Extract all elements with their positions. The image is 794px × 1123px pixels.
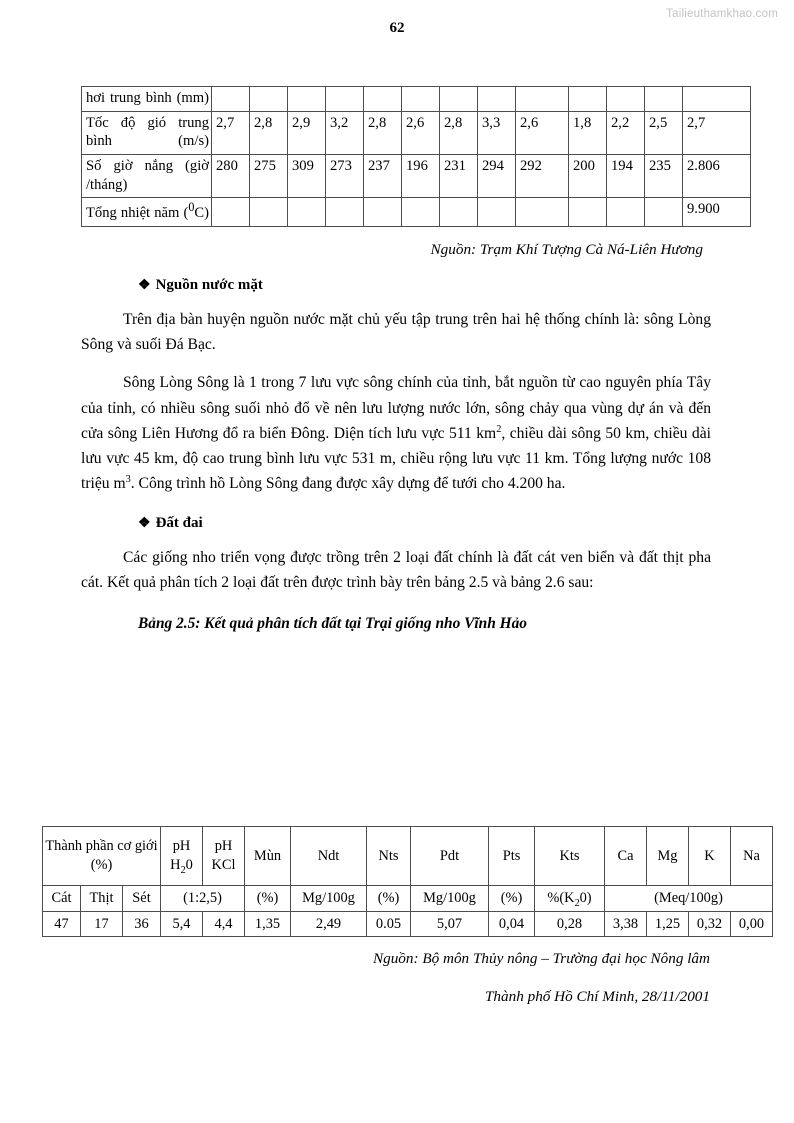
row-label: Tốc độ gió trung bình (m/s) bbox=[82, 111, 212, 154]
climate-data-table bbox=[81, 86, 751, 227]
cell bbox=[250, 87, 288, 112]
heading-nguon-nuoc-mat bbox=[138, 277, 711, 294]
subheader-unit-mg100g: Mg/100g bbox=[291, 886, 367, 912]
header-k: K bbox=[689, 827, 731, 886]
cell bbox=[288, 87, 326, 112]
subscript: 2 bbox=[574, 897, 580, 909]
subscript: 2 bbox=[180, 864, 186, 876]
cell: 2.806 bbox=[683, 155, 751, 198]
cell: 0,04 bbox=[489, 911, 535, 937]
cell: 235 bbox=[645, 155, 683, 198]
cell: 1,35 bbox=[245, 911, 291, 937]
cell: 309 bbox=[288, 155, 326, 198]
cell bbox=[440, 198, 478, 227]
paragraph-soil-1: Các giống nho triển vọng được trồng trên 2 loại đất chính là đất cát ven biển và đất thịt pha cát. Kết quả phân tích 2 loại đất trên được trình bày trên bảng 2.5 và bảng 2.6 sau: bbox=[81, 548, 711, 591]
cell bbox=[364, 87, 402, 112]
cell: 200 bbox=[569, 155, 607, 198]
cell bbox=[569, 198, 607, 227]
row-label-main: Tổng nhiệt năm ( bbox=[86, 205, 189, 222]
cell: 0,28 bbox=[535, 911, 605, 937]
subheader-thit: Thịt bbox=[81, 886, 123, 912]
cell: 292 bbox=[516, 155, 569, 198]
superscript-square: 2 bbox=[496, 423, 502, 435]
paragraph-part: , chiều dài sông 50 km, chiều dài lưu vực 45 km, độ cao trung bình lưu vực 531 m, chiều rộng lưu vực 11 km. Tổng lượng nước 108 triệu m bbox=[81, 424, 711, 493]
table-row bbox=[43, 911, 773, 937]
header-pts: Pts bbox=[489, 827, 535, 886]
table-subheader-row bbox=[43, 886, 773, 912]
cell: 2,5 bbox=[645, 111, 683, 154]
subheader-unit-percent: (%) bbox=[489, 886, 535, 912]
cell: 275 bbox=[250, 155, 288, 198]
soil-table-wrapper bbox=[42, 826, 765, 937]
cell bbox=[645, 87, 683, 112]
cell: 3,2 bbox=[326, 111, 364, 154]
cell: 294 bbox=[478, 155, 516, 198]
page-number: 62 bbox=[389, 20, 405, 36]
table-row bbox=[82, 111, 751, 154]
heading-label: Nguồn nước mặt bbox=[155, 276, 263, 293]
header-part: pH bbox=[214, 838, 233, 855]
cell bbox=[569, 87, 607, 112]
cell bbox=[250, 198, 288, 227]
subheader-unit-mg100g: Mg/100g bbox=[411, 886, 489, 912]
source-soil-line-1: Nguồn: Bộ môn Thủy nông – Trường đại học Nông lâm bbox=[372, 950, 710, 967]
cell: 9.900 bbox=[683, 198, 751, 227]
source-climate-table: Nguồn: Trạm Khí Tượng Cà Ná-Liên Hương bbox=[430, 240, 703, 258]
cell bbox=[516, 87, 569, 112]
row-label-superscript: 0 bbox=[188, 200, 195, 215]
cell: 2,6 bbox=[516, 111, 569, 154]
watermark: Tailieuthamkhao.com bbox=[666, 8, 778, 20]
header-pdt: Pdt bbox=[411, 827, 489, 886]
cell bbox=[288, 198, 326, 227]
table-row bbox=[82, 155, 751, 198]
cell bbox=[212, 198, 250, 227]
header-kts: Kts bbox=[535, 827, 605, 886]
cell bbox=[212, 87, 250, 112]
cell: 231 bbox=[440, 155, 478, 198]
subheader-ratio: (1:2,5) bbox=[161, 886, 245, 912]
cell: 2,2 bbox=[607, 111, 645, 154]
cell bbox=[645, 198, 683, 227]
subheader-unit-meq100g: (Meq/100g) bbox=[605, 886, 773, 912]
paragraph-part: . Công trình hồ Lòng Sông đang được xây dựng để tưới cho 4.200 ha. bbox=[130, 475, 566, 493]
subheader-set: Sét bbox=[123, 886, 161, 912]
header-part: KCl bbox=[211, 857, 236, 873]
subheader-unit-k2o bbox=[535, 886, 605, 912]
header-ph-kcl bbox=[203, 827, 245, 886]
cell: 47 bbox=[43, 911, 81, 937]
row-label: Số giờ nắng (giờ /tháng) bbox=[82, 155, 212, 198]
header-part: H bbox=[170, 857, 181, 873]
cell: 2,6 bbox=[402, 111, 440, 154]
cell: 2,8 bbox=[440, 111, 478, 154]
diamond-bullet-icon: ❖ bbox=[138, 515, 151, 531]
subheader-cat: Cát bbox=[43, 886, 81, 912]
cell: 0.05 bbox=[367, 911, 411, 937]
cell: 2,8 bbox=[364, 111, 402, 154]
cell: 17 bbox=[81, 911, 123, 937]
cell: 0,00 bbox=[731, 911, 773, 937]
heading-label: Đất đai bbox=[155, 514, 203, 531]
header-ph-h2o bbox=[161, 827, 203, 886]
source-soil-block bbox=[42, 950, 710, 1006]
cell bbox=[478, 87, 516, 112]
paragraph-water-2 bbox=[81, 370, 711, 496]
cell: 196 bbox=[402, 155, 440, 198]
subheader-unit-percent: (%) bbox=[245, 886, 291, 912]
cell bbox=[402, 87, 440, 112]
header-ndt: Ndt bbox=[291, 827, 367, 886]
table-row bbox=[82, 87, 751, 112]
cell bbox=[683, 87, 751, 112]
cell: 0,32 bbox=[689, 911, 731, 937]
cell bbox=[607, 87, 645, 112]
row-label: hơi trung bình (mm) bbox=[82, 87, 212, 112]
cell bbox=[440, 87, 478, 112]
cell: 36 bbox=[123, 911, 161, 937]
row-label-tail: C) bbox=[194, 205, 209, 222]
document-body bbox=[81, 86, 720, 633]
cell bbox=[326, 198, 364, 227]
header-part: pH bbox=[172, 838, 191, 855]
cell bbox=[607, 198, 645, 227]
subheader-part: 0) bbox=[579, 890, 592, 906]
header-part: 0 bbox=[185, 857, 193, 873]
heading-dat-dai bbox=[138, 515, 711, 532]
paragraph-part: Sông Lòng Sông là 1 trong 7 lưu vực sông chính của tỉnh, bắt nguồn từ cao nguyên phía Tây của tỉnh, có nhiều sông suối nhỏ đổ về nên lưu lượng nước lớn, sông chảy qua vùng dự án và đến cửa sông Liên Hương đổ ra biển Đông. Diện tích lưu vực 511 km bbox=[81, 374, 711, 442]
cell: 194 bbox=[607, 155, 645, 198]
subheader-unit-percent: (%) bbox=[367, 886, 411, 912]
header-thanh-phan-co-gioi: Thành phần cơ giới (%) bbox=[43, 827, 161, 886]
cell bbox=[402, 198, 440, 227]
table-row bbox=[82, 198, 751, 227]
header-nts: Nts bbox=[367, 827, 411, 886]
cell bbox=[478, 198, 516, 227]
subheader-part: %(K bbox=[547, 890, 575, 906]
cell: 2,49 bbox=[291, 911, 367, 937]
header-na: Na bbox=[731, 827, 773, 886]
row-label bbox=[82, 198, 212, 227]
cell: 2,8 bbox=[250, 111, 288, 154]
cell: 3,38 bbox=[605, 911, 647, 937]
paragraph-water-1: Trên địa bàn huyện nguồn nước mặt chủ yếu tập trung trên hai hệ thống chính là: sông Lòng Sông và suối Đá Bạc. bbox=[81, 310, 711, 354]
cell: 237 bbox=[364, 155, 402, 198]
soil-analysis-table bbox=[42, 826, 773, 937]
header-mun: Mùn bbox=[245, 827, 291, 886]
source-soil-line-2: Thành phố Hồ Chí Minh, 28/11/2001 bbox=[484, 988, 710, 1005]
cell: 2,7 bbox=[683, 111, 751, 154]
cell: 5,07 bbox=[411, 911, 489, 937]
superscript-cube: 3 bbox=[125, 474, 131, 486]
cell: 3,3 bbox=[478, 111, 516, 154]
cell bbox=[516, 198, 569, 227]
table-caption-bang-2-5: Bảng 2.5: Kết quả phân tích đất tại Trại giống nho Vĩnh Hảo bbox=[138, 615, 527, 633]
header-mg: Mg bbox=[647, 827, 689, 886]
cell bbox=[364, 198, 402, 227]
cell bbox=[326, 87, 364, 112]
cell: 280 bbox=[212, 155, 250, 198]
cell: 4,4 bbox=[203, 911, 245, 937]
cell: 1,25 bbox=[647, 911, 689, 937]
cell: 273 bbox=[326, 155, 364, 198]
cell: 1,8 bbox=[569, 111, 607, 154]
cell: 2,9 bbox=[288, 111, 326, 154]
table-header-row bbox=[43, 827, 773, 886]
cell: 2,7 bbox=[212, 111, 250, 154]
cell: 5,4 bbox=[161, 911, 203, 937]
header-ca: Ca bbox=[605, 827, 647, 886]
diamond-bullet-icon: ❖ bbox=[138, 277, 151, 293]
